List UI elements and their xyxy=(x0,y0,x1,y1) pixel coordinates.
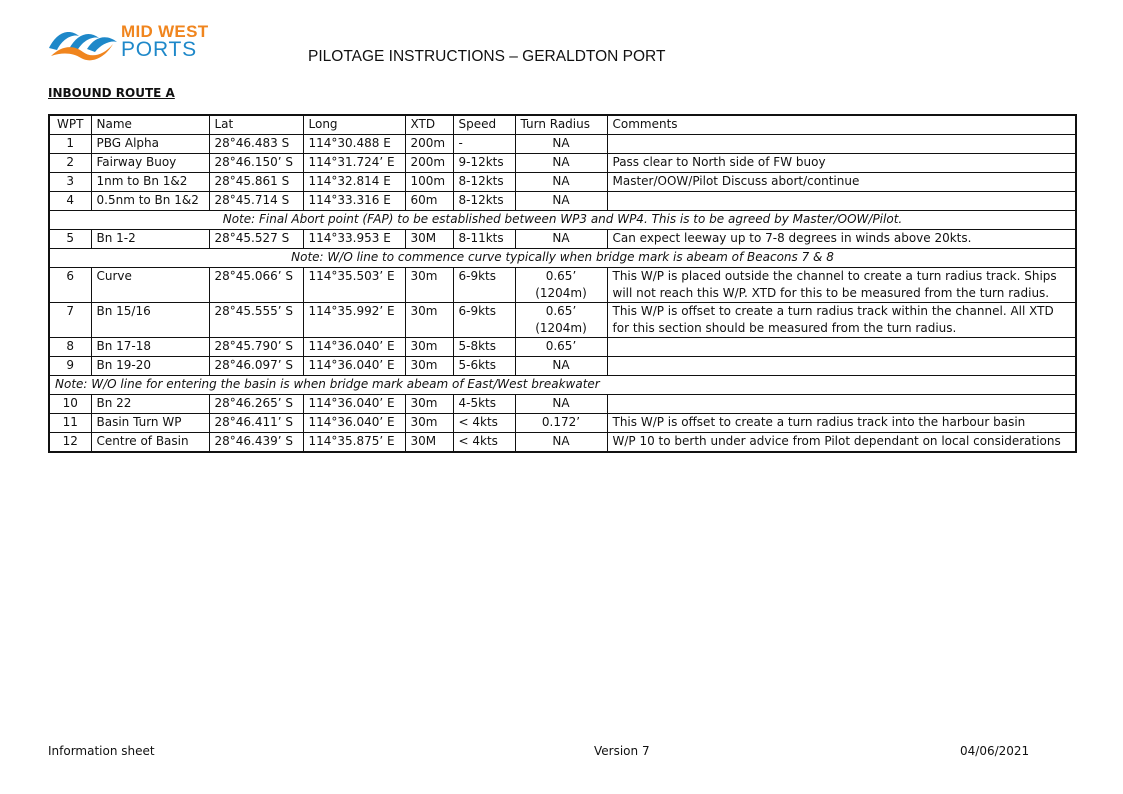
cell-speed: 8-11kts xyxy=(453,230,515,249)
cell-long: 114°30.488 E xyxy=(303,135,405,154)
cell-long: 114°36.040’ E xyxy=(303,414,405,433)
document-title: PILOTAGE INSTRUCTIONS – GERALDTON PORT xyxy=(308,48,666,65)
cell-speed: 6-9kts xyxy=(453,303,515,338)
cell-comments: W/P 10 to berth under advice from Pilot dependant on local considerations xyxy=(607,433,1076,453)
cell-wpt: 3 xyxy=(49,173,91,192)
header-turn-radius: Turn Radius xyxy=(515,115,607,135)
header-wpt: WPT xyxy=(49,115,91,135)
header-comments: Comments xyxy=(607,115,1076,135)
cell-lat: 28°45.555’ S xyxy=(209,303,303,338)
header-long: Long xyxy=(303,115,405,135)
cell-long: 114°36.040’ E xyxy=(303,338,405,357)
cell-comments xyxy=(607,135,1076,154)
cell-wpt: 11 xyxy=(49,414,91,433)
note-row xyxy=(49,376,1076,395)
table-row xyxy=(49,192,1076,211)
route-title: INBOUND ROUTE A xyxy=(48,86,175,100)
cell-long: 114°35.503’ E xyxy=(303,268,405,303)
cell-name: Basin Turn WP xyxy=(91,414,209,433)
cell-long: 114°35.992’ E xyxy=(303,303,405,338)
footer-info-sheet: Information sheet xyxy=(48,744,155,758)
cell-speed: < 4kts xyxy=(453,414,515,433)
cell-comments xyxy=(607,338,1076,357)
cell-turn-radius: NA xyxy=(515,433,607,453)
cell-lat: 28°45.790’ S xyxy=(209,338,303,357)
cell-xtd: 30m xyxy=(405,303,453,338)
cell-name: Fairway Buoy xyxy=(91,154,209,173)
cell-speed: 4-5kts xyxy=(453,395,515,414)
cell-wpt: 10 xyxy=(49,395,91,414)
cell-speed: 8-12kts xyxy=(453,192,515,211)
header-lat: Lat xyxy=(209,115,303,135)
note-curve: Note: W/O line to commence curve typically when bridge mark is abeam of Beacons 7 & 8 xyxy=(49,249,1076,268)
cell-speed: 5-8kts xyxy=(453,338,515,357)
cell-xtd: 200m xyxy=(405,135,453,154)
cell-lat: 28°46.411’ S xyxy=(209,414,303,433)
cell-xtd: 30m xyxy=(405,338,453,357)
cell-comments xyxy=(607,192,1076,211)
cell-speed: 9-12kts xyxy=(453,154,515,173)
cell-turn-radius: NA xyxy=(515,173,607,192)
cell-name: Bn 19-20 xyxy=(91,357,209,376)
cell-lat: 28°46.265’ S xyxy=(209,395,303,414)
table-row xyxy=(49,357,1076,376)
cell-comments: This W/P is offset to create a turn radius track within the channel. All XTD for this section should be measured from the turn radius. xyxy=(607,303,1076,338)
logo-text-line1: MID WEST xyxy=(121,22,209,41)
cell-wpt: 12 xyxy=(49,433,91,453)
waypoint-table xyxy=(48,114,1077,453)
cell-speed: < 4kts xyxy=(453,433,515,453)
cell-wpt: 2 xyxy=(49,154,91,173)
cell-speed: 6-9kts xyxy=(453,268,515,303)
cell-comments: This W/P is offset to create a turn radius track into the harbour basin xyxy=(607,414,1076,433)
cell-name: PBG Alpha xyxy=(91,135,209,154)
table-row xyxy=(49,268,1076,303)
cell-wpt: 6 xyxy=(49,268,91,303)
cell-name: Curve xyxy=(91,268,209,303)
cell-long: 114°35.875’ E xyxy=(303,433,405,453)
cell-lat: 28°46.097’ S xyxy=(209,357,303,376)
cell-xtd: 60m xyxy=(405,192,453,211)
cell-lat: 28°46.483 S xyxy=(209,135,303,154)
cell-turn-radius: NA xyxy=(515,154,607,173)
cell-xtd: 30M xyxy=(405,230,453,249)
cell-xtd: 30m xyxy=(405,395,453,414)
table-row xyxy=(49,338,1076,357)
note-row xyxy=(49,211,1076,230)
cell-comments: Can expect leeway up to 7-8 degrees in winds above 20kts. xyxy=(607,230,1076,249)
cell-name: Bn 17-18 xyxy=(91,338,209,357)
table-row xyxy=(49,433,1076,453)
table-header-row xyxy=(49,115,1076,135)
cell-speed: 5-6kts xyxy=(453,357,515,376)
cell-speed: 8-12kts xyxy=(453,173,515,192)
cell-comments: Master/OOW/Pilot Discuss abort/continue xyxy=(607,173,1076,192)
cell-wpt: 9 xyxy=(49,357,91,376)
cell-lat: 28°45.861 S xyxy=(209,173,303,192)
cell-name: Bn 22 xyxy=(91,395,209,414)
mid-west-ports-logo xyxy=(47,22,222,64)
turn-radius-metres: (1204m) xyxy=(535,286,587,300)
table-row xyxy=(49,395,1076,414)
cell-xtd: 30M xyxy=(405,433,453,453)
cell-name: Bn 15/16 xyxy=(91,303,209,338)
cell-lat: 28°46.439’ S xyxy=(209,433,303,453)
cell-long: 114°32.814 E xyxy=(303,173,405,192)
header-speed: Speed xyxy=(453,115,515,135)
cell-wpt: 7 xyxy=(49,303,91,338)
cell-wpt: 8 xyxy=(49,338,91,357)
cell-turn-radius xyxy=(515,268,607,303)
cell-turn-radius: 0.172’ xyxy=(515,414,607,433)
cell-lat: 28°45.066’ S xyxy=(209,268,303,303)
note-row xyxy=(49,249,1076,268)
cell-long: 114°33.316 E xyxy=(303,192,405,211)
cell-name: 0.5nm to Bn 1&2 xyxy=(91,192,209,211)
cell-turn-radius: NA xyxy=(515,395,607,414)
turn-radius-metres: (1204m) xyxy=(535,321,587,335)
cell-turn-radius: NA xyxy=(515,192,607,211)
cell-wpt: 1 xyxy=(49,135,91,154)
cell-long: 114°33.953 E xyxy=(303,230,405,249)
header-xtd: XTD xyxy=(405,115,453,135)
cell-long: 114°31.724’ E xyxy=(303,154,405,173)
cell-xtd: 100m xyxy=(405,173,453,192)
cell-turn-radius xyxy=(515,303,607,338)
logo-text-line2: PORTS xyxy=(121,38,197,61)
cell-turn-radius: NA xyxy=(515,357,607,376)
cell-wpt: 5 xyxy=(49,230,91,249)
turn-radius-value: 0.65’ xyxy=(545,304,577,318)
header-name: Name xyxy=(91,115,209,135)
cell-turn-radius: NA xyxy=(515,135,607,154)
cell-comments xyxy=(607,395,1076,414)
cell-xtd: 30m xyxy=(405,268,453,303)
cell-xtd: 30m xyxy=(405,414,453,433)
cell-name: 1nm to Bn 1&2 xyxy=(91,173,209,192)
table-row xyxy=(49,154,1076,173)
cell-lat: 28°45.527 S xyxy=(209,230,303,249)
footer-date: 04/06/2021 xyxy=(960,744,1030,758)
cell-wpt: 4 xyxy=(49,192,91,211)
cell-long: 114°36.040’ E xyxy=(303,357,405,376)
cell-xtd: 200m xyxy=(405,154,453,173)
table-row xyxy=(49,173,1076,192)
cell-comments xyxy=(607,357,1076,376)
cell-speed: - xyxy=(453,135,515,154)
cell-lat: 28°45.714 S xyxy=(209,192,303,211)
cell-comments: Pass clear to North side of FW buoy xyxy=(607,154,1076,173)
turn-radius-value: 0.65’ xyxy=(545,269,577,283)
table-row xyxy=(49,303,1076,338)
note-abort-point: Note: Final Abort point (FAP) to be established between WP3 and WP4. This is to be agreed by Master/OOW/Pilot. xyxy=(49,211,1076,230)
cell-long: 114°36.040’ E xyxy=(303,395,405,414)
table-row xyxy=(49,135,1076,154)
note-basin: Note: W/O line for entering the basin is when bridge mark abeam of East/West breakwater xyxy=(49,376,1076,395)
cell-xtd: 30m xyxy=(405,357,453,376)
cell-name: Bn 1-2 xyxy=(91,230,209,249)
footer-version: Version 7 xyxy=(594,744,650,758)
table-row xyxy=(49,414,1076,433)
waves-icon xyxy=(47,22,123,64)
cell-comments: This W/P is placed outside the channel to create a turn radius track. Ships will not reach this W/P. XTD for this to be measured from the turn radius. xyxy=(607,268,1076,303)
table-row xyxy=(49,230,1076,249)
cell-lat: 28°46.150’ S xyxy=(209,154,303,173)
cell-turn-radius: NA xyxy=(515,230,607,249)
cell-name: Centre of Basin xyxy=(91,433,209,453)
cell-turn-radius: 0.65’ xyxy=(515,338,607,357)
